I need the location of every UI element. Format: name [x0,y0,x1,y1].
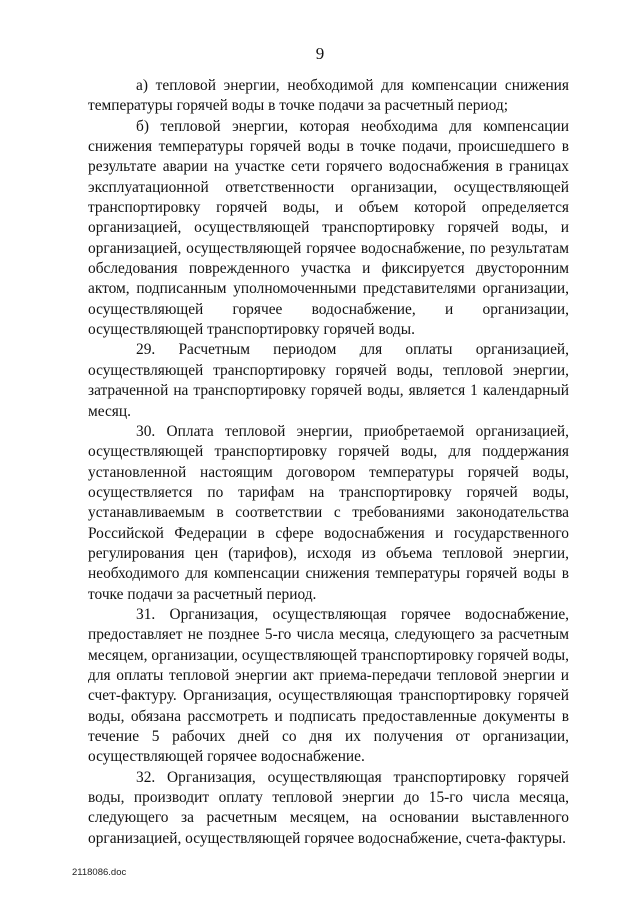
document-body [88,76,569,849]
footer-filename: 2118086.doc [72,867,127,878]
clause-31-acceptance-act: 31. Организация, осуществляющая горячее водоснабжение, предоставляет не позднее 5-го числа месяца, следующего за расчетным месяцем, организации, осуществляющей транспортировку горячей воды, для оплаты тепловой энергии акт приема-передачи тепловой энергии и счет-фактуру. Организация, осуществляющая транспортировку горячей воды, обязана рассмотреть и подписать предоставленные документы в течение 5 рабочих дней со дня их получения от организации, осуществляющей горячее водоснабжение. [88,605,569,766]
page-number: 9 [315,44,325,63]
paragraph-b-accident-heat-energy: б) тепловой энергии, которая необходима для компенсации снижения температуры горячей воды в точке подачи, происшедшего в результате аварии на участке сети горячего водоснабжения в границах эксплуатационной ответственности организации, осуществляющей транспортировку горячей воды, и объем которой определяется организацией, осуществляющей транспортировку горячей воды, и организацией, осуществляющей горячее водоснабжение, по результатам обследования поврежденного участка и фиксируется двусторонним актом, подписанным уполномоченными представителями организации, осуществляющей горячее водоснабжение, и организации, осуществляющей транспортировку горячей воды. [88,117,569,339]
paragraph-a-heat-energy-compensation: а) тепловой энергии, необходимой для компенсации снижения температуры горячей воды в точке подачи за расчетный период; [88,77,569,115]
clause-29-billing-period: 29. Расчетным периодом для оплаты организацией, осуществляющей транспортировку горячей воды, тепловой энергии, затраченной на транспортировку горячей воды, является 1 календарный месяц. [88,341,569,420]
clause-32-payment-deadline: 32. Организация, осуществляющая транспортировку горячей воды, производит оплату тепловой энергии до 15-го числа месяца, следующего за расчетным месяцем, на основании выставленного организацией, осуществляющей горячее водоснабжение, счета-фактуры. [88,768,569,847]
clause-30-payment-tariffs: 30. Оплата тепловой энергии, приобретаемой организацией, осуществляющей транспортировку горячей воды, для поддержания установленной настоящим договором температуры горячей воды, осуществляется по тарифам на транспортировку горячей воды, устанавливаемым в соответствии с требованиями законодательства Российской Федерации в сфере водоснабжения и государственного регулирования цен (тарифов), исходя из объема тепловой энергии, необходимого для компенсации снижения температуры горячей воды в точке подачи за расчетный период. [88,422,569,603]
